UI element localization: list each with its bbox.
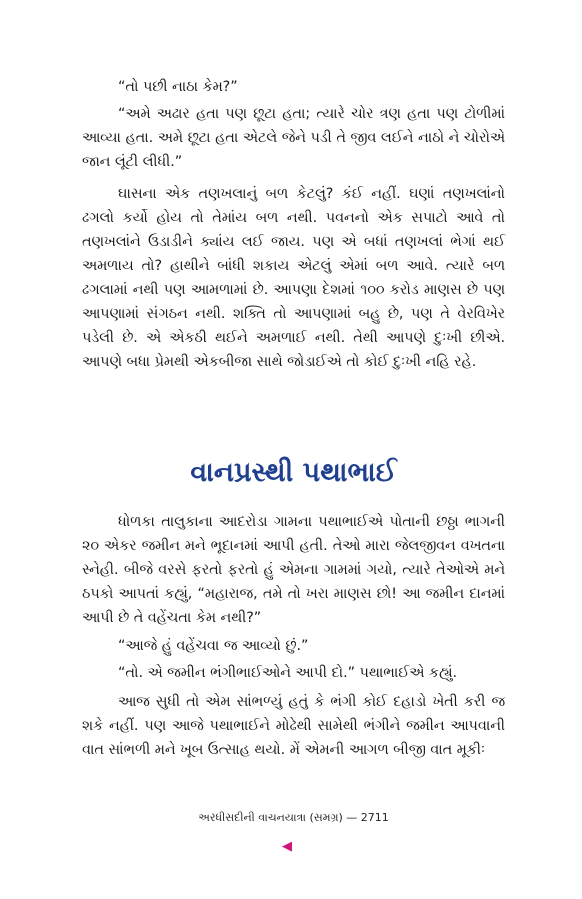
paragraph-give-land: “તો. એ જમીન ભંગીભાઈઓને આપી દો.” પથાભાઈએ કહ્યું. bbox=[118, 665, 458, 681]
prev-page-arrow-icon[interactable]: ◀ bbox=[282, 839, 292, 854]
page-footer: અરધીસદીની વાચનયાત્રા (સમગ્ર) — 2711 bbox=[198, 811, 389, 824]
paragraph-pathabhai-land: ધોળકા તાલુકાના આદરોડા ગામના પથાભાઈએ પોતાની છઠ્ઠા ભાગની ૨૦ એકર જમીન મને ભૂદાનમાં આપી હતી. તેઓ મારા જેલજીવન વખતના સ્નેહી. બીજે વરસે ફરતો ફરતો હું એમના ગામમાં ગયો, ત્યારે તેઓએ મને ઠપકો આપતાં કહ્યું, “મહારાજ, તમે તો ખરા માણસ છો! આ જમીન દાનમાં આપી છે તે વહેંચતા કેમ નથી?” bbox=[82, 514, 505, 626]
paragraph-reply: “આજે હું વહેંચવા જ આવ્યો છું.” bbox=[118, 638, 309, 654]
paragraph-answer: “અમે અઢાર હતા પણ છૂટા હતા; ત્યારે ચોર ત્રણ હતા પણ ટોળીમાં આવ્યા હતા. અમે છૂટા હતા એટલે જેને પડી તે જીવ લઈને નાઠો ને ચોરોએ જાન લૂંટી લીધી.” bbox=[82, 106, 505, 170]
paragraph-question: “તો પછી નાઠા કેમ?” bbox=[118, 79, 238, 95]
paragraph-grass-strength: ઘાસના એક તણખલાનું બળ કેટલું? કંઈ નહીં. ઘણાં તણખલાંનો ઢગલો કર્યો હોય તો તેમાંય બળ નથી. પવનનો એક સપાટો આવે તો તણખલાંને ઉડાડીને ક્યાંય લઈ જાય. પણ એ બધાં તણખલાં ભેગાં થઈ અમળાય તો? હાથીને બાંધી શકાય એટલું એમાં બળ આવે. ત્યારે બળ ઢગલામાં નથી પણ આમળામાં છે. આપણા દેશમાં ૧૦૦ કરોડ માણસ છે પણ આપણામાં સંગઠન નથી. શક્તિ તો આપણામાં બહુ છે, પણ તે વેરવિખેર પડેલી છે. એ એકઠી થઈને અમળાઈ નથી. તેથી આપણે દુઃખી છીએ. આપણે બધા પ્રેમથી એકબીજા સાથે જોડાઈએ તો કોઈ દુઃખી નહિ રહે. bbox=[82, 186, 505, 370]
paragraph-enthusiasm: આજ સુધી તો એમ સાંભળ્યું હતું કે ભંગી કોઈ દહાડો ખેતી કરી જ શકે નહીં. પણ આજે પથાભાઈને મોઢેથી સામેથી ભંગીને જમીન આપવાની વાત સાંભળી મને ખૂબ ઉત્સાહ થયો. મેં એમની આગળ બીજી વાત મૂકીઃ bbox=[82, 694, 505, 758]
section-heading: વાનપ્રસ્થી પથાભાઈ bbox=[190, 457, 397, 488]
